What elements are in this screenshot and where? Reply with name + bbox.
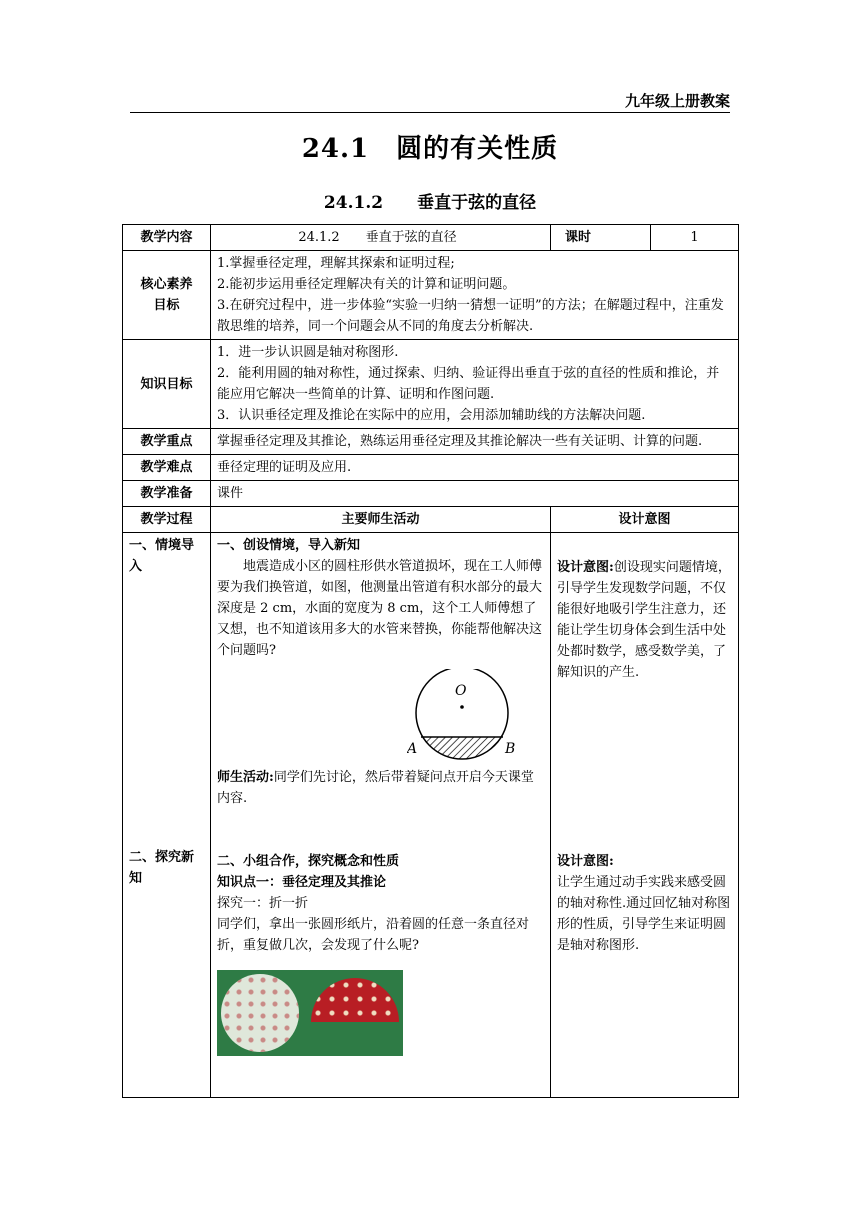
stage2-intent-text: 让学生通过动手实践来感受圆的轴对称性.通过回忆轴对称图形的性质，引导学生来证明圆是轴对称图形. — [557, 875, 731, 953]
process-activities — [211, 533, 551, 1098]
label-o: O — [455, 683, 467, 699]
core-item-2: 2.能初步运用垂径定理解决有关的计算和证明问题。 — [217, 277, 516, 292]
core-item-1: 1.掌握垂径定理，理解其探索和证明过程; — [217, 256, 455, 271]
header-label: 九年级上册教案 — [624, 92, 730, 110]
pipe-cross-section-figure — [407, 669, 517, 761]
value-keshi: 1 — [651, 225, 739, 251]
page-subtitle: 24.1.2 垂直于弦的直径 — [323, 193, 537, 213]
stage2-explore: 探究一：折一折 — [217, 896, 309, 911]
label-key: 教学重点 — [123, 429, 211, 455]
label-a: A — [407, 741, 418, 757]
label-keshi: 课时 — [551, 225, 651, 251]
header-divider — [130, 112, 730, 113]
label-prep: 教学准备 — [123, 481, 211, 507]
row-content — [123, 225, 739, 251]
stage2-kp-heading: 知识点一：垂径定理及其推论 — [217, 875, 387, 890]
stage2-heading: 二、小组合作，探究概念和性质 — [217, 854, 400, 869]
stage1-activity — [217, 767, 544, 809]
row-difficult — [123, 455, 739, 481]
paper-circle-photo — [217, 970, 403, 1056]
process-stages — [123, 533, 211, 1098]
process-intents — [551, 533, 739, 1098]
label-difficult: 教学难点 — [123, 455, 211, 481]
row-core — [123, 251, 739, 340]
label-core-text: 核心素养目标 — [140, 277, 193, 313]
value-key: 掌握垂径定理及其推论，熟练运用垂径定理及其推论解决一些有关证明、计算的问题. — [211, 429, 739, 455]
stage2-label: 二、探究新知 — [129, 850, 195, 886]
value-core — [211, 251, 739, 340]
stage1-intent — [557, 557, 732, 683]
value-knowledge — [211, 340, 739, 429]
knowledge-item-1: 1．进一步认识圆是轴对称图形. — [217, 345, 399, 360]
center-point — [460, 705, 464, 709]
paper-circle-folded — [311, 978, 399, 1022]
row-process — [123, 533, 739, 1098]
header-intent: 设计意图 — [551, 507, 739, 533]
header-activity: 主要师生活动 — [211, 507, 551, 533]
knowledge-item-3: 3．认识垂径定理及推论在实际中的应用，会用添加辅助线的方法解决问题. — [217, 408, 646, 423]
stage1-activity-label: 师生活动: — [217, 770, 274, 785]
value-content: 24.1.2 垂直于弦的直径 — [211, 225, 551, 251]
row-key — [123, 429, 739, 455]
stage1-label: 一、情境导入 — [129, 538, 195, 574]
row-prep — [123, 481, 739, 507]
row-headers — [123, 507, 739, 533]
stage2-paragraph: 同学们，拿出一张圆形纸片，沿着圆的任意一条直径对折，重复做几次，会发现了什么呢? — [217, 917, 530, 953]
stage1-paragraph: 地震造成小区的圆柱形供水管道损坏，现在工人师傅要为我们换管道，如图，他测量出管道有积水部分的最大深度是 2 cm，水面的宽度为 8 cm，这个工人师傅想了又想，也不知道该用多大的水管来替换，你能帮他解决这个问题吗? — [217, 559, 543, 658]
label-content: 教学内容 — [123, 225, 211, 251]
core-item-3: 3.在研究过程中，进一步体验“实验一归纳一猜想一证明”的方法；在解题过程中，注重发散思维的培养，同一个问题会从不同的角度去分析解决. — [217, 298, 724, 334]
value-prep: 课件 — [211, 481, 739, 507]
label-b: B — [505, 741, 516, 757]
stage1-intent-text: 创设现实问题情境，引导学生发现数学问题，不仅能很好地吸引学生注意力，还能让学生切身体会到生活中处处都时数学，感受数学美，了解知识的产生. — [557, 560, 731, 680]
label-core — [123, 251, 211, 340]
stage1-heading: 一、创设情境，导入新知 — [217, 538, 361, 553]
header-process: 教学过程 — [123, 507, 211, 533]
stage1-intent-label: 设计意图: — [557, 560, 614, 575]
page-title: 24.1 圆的有关性质 — [301, 134, 559, 164]
row-knowledge — [123, 340, 739, 429]
paper-circle-whole — [221, 974, 299, 1052]
label-knowledge: 知识目标 — [123, 340, 211, 429]
stage2-intent-label: 设计意图: — [557, 854, 614, 869]
value-difficult: 垂径定理的证明及应用. — [211, 455, 739, 481]
knowledge-item-2: 2．能利用圆的轴对称性，通过探索、归纳、验证得出垂直于弦的直径的性质和推论，并能应用它解决一些简单的计算、证明和作图问题. — [217, 366, 720, 402]
lesson-plan-table — [122, 224, 739, 1098]
stage1-activity-text: 同学们先讨论，然后带着疑问点开启今天课堂内容. — [217, 770, 534, 806]
